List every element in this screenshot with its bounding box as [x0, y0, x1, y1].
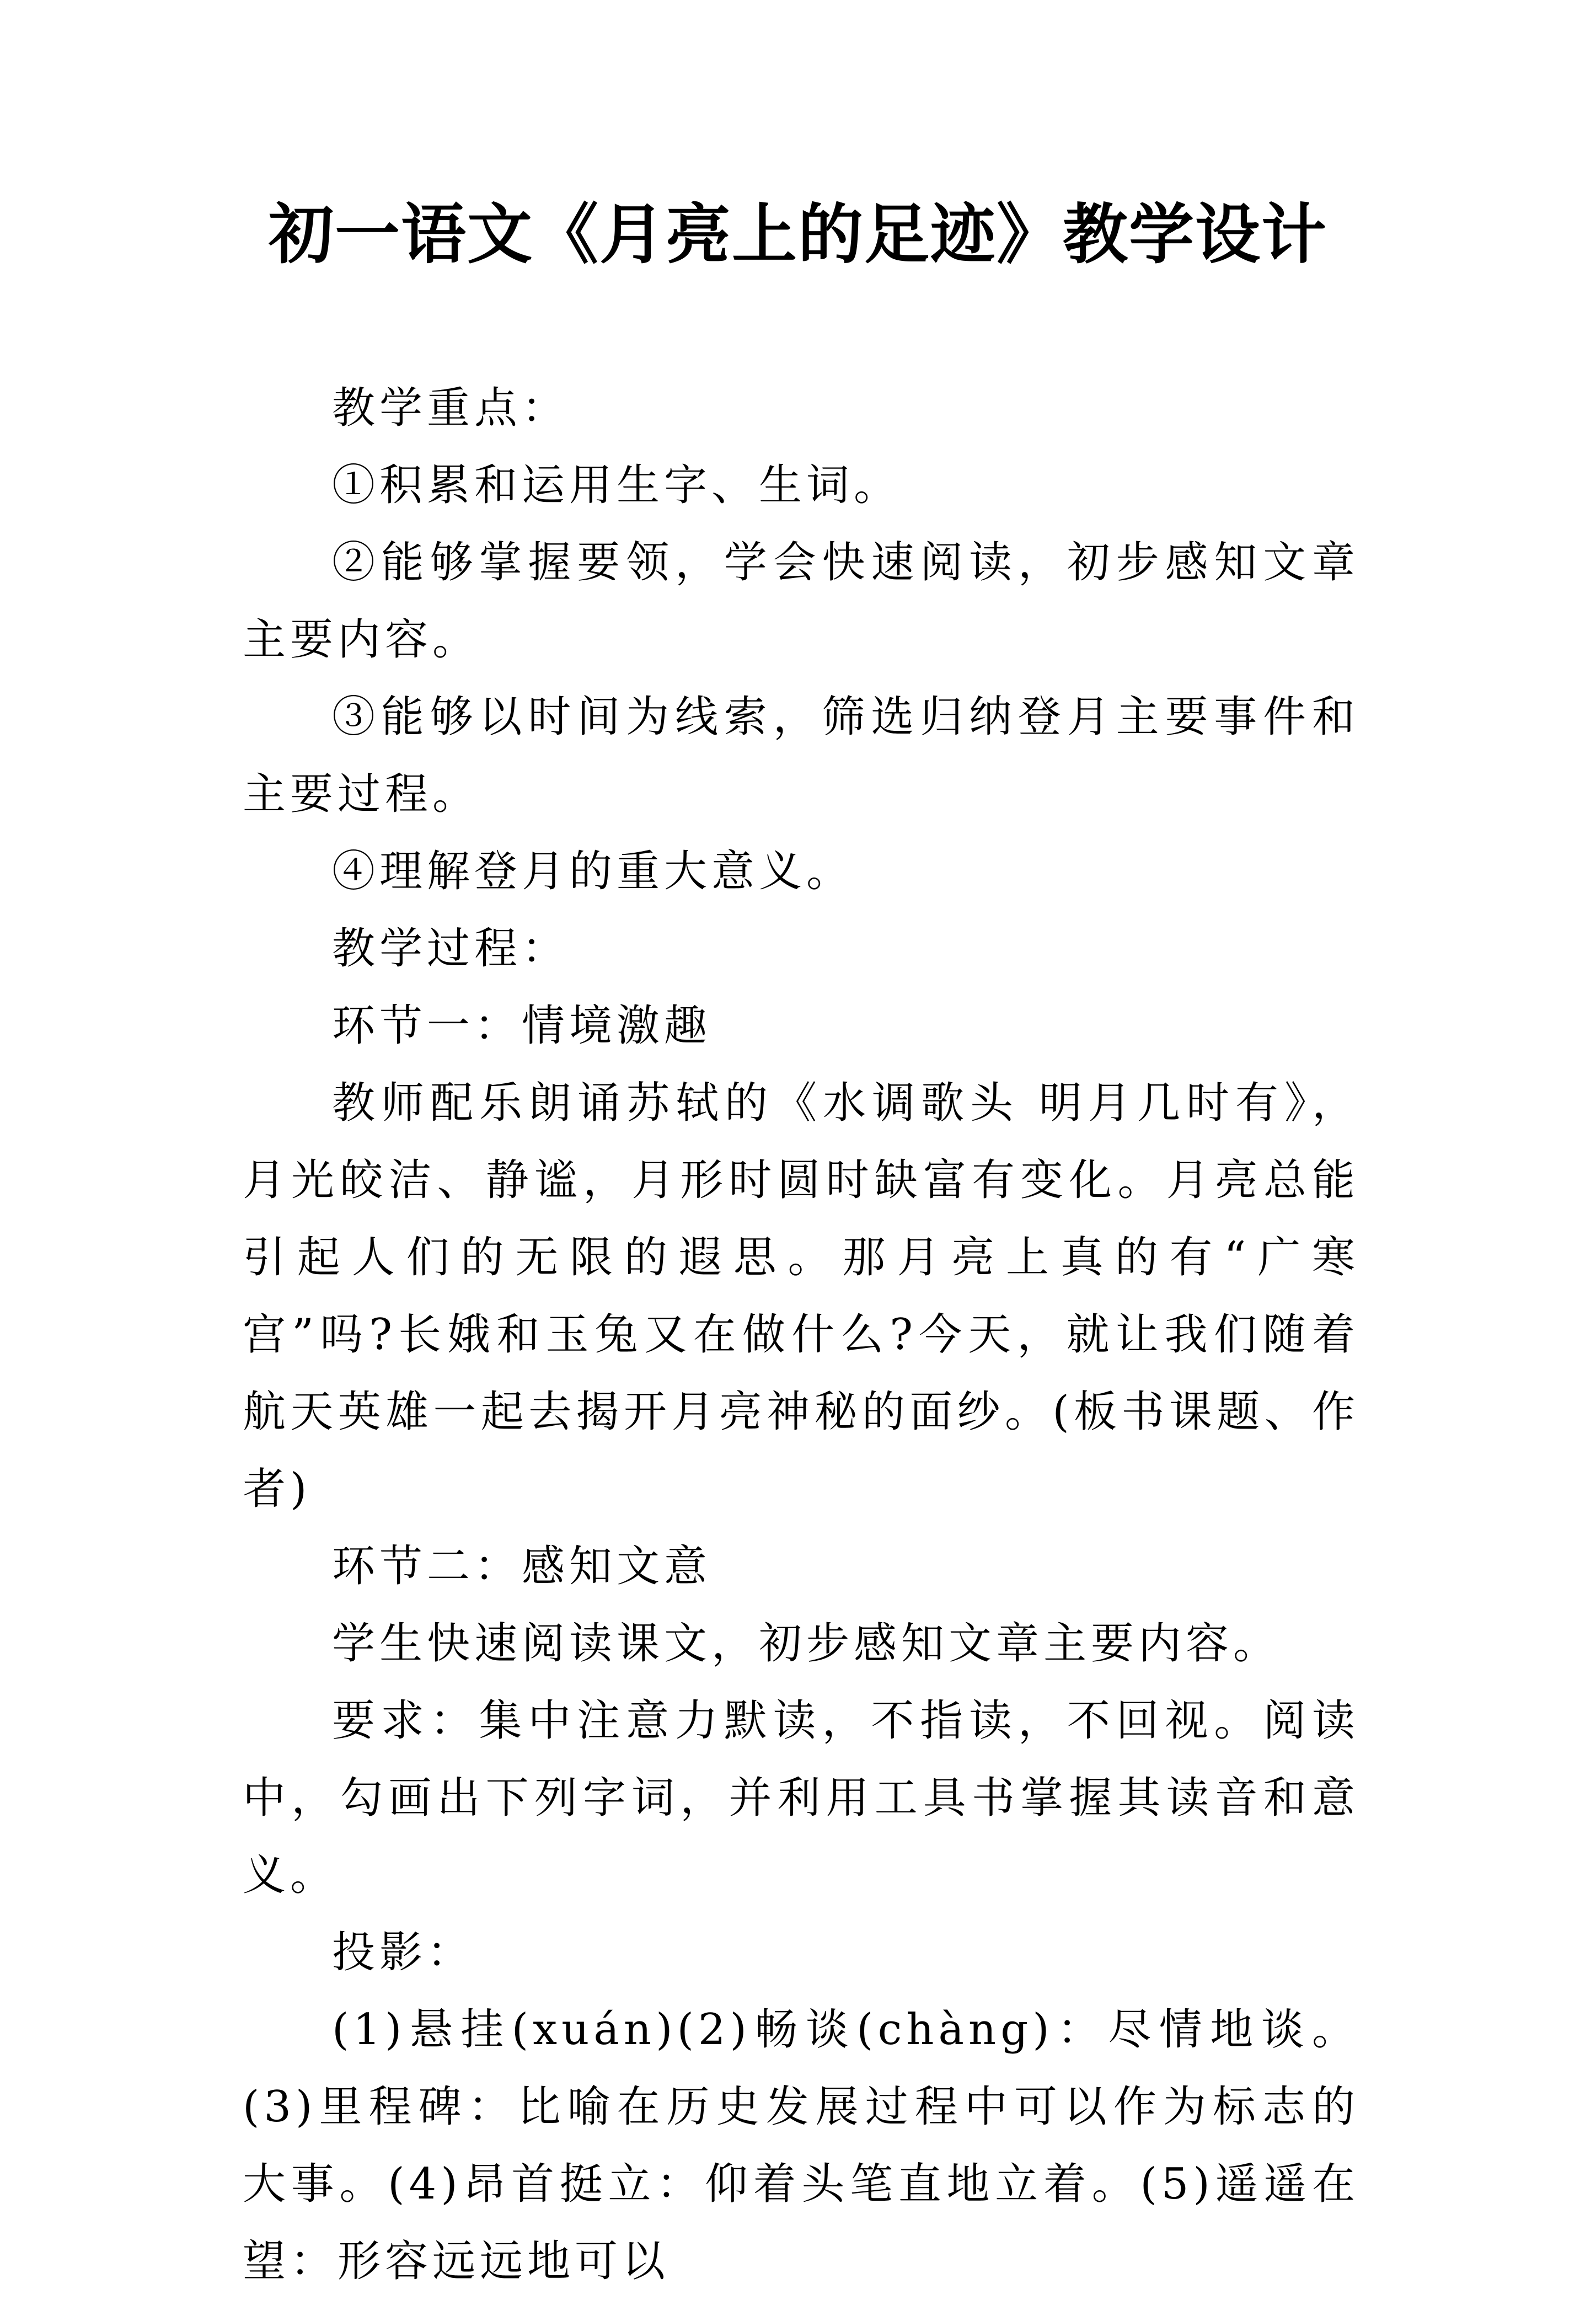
- paragraph-vocabulary-list: (1)悬挂(xuán)(2)畅谈(chàng)：尽情地谈。(3)里程碑：比喻在历史发展过程中可以作为标志的大事。(4)昂首挺立：仰着头笔直地立着。(5)遥遥在望：形容远远地可以: [243, 2005, 1359, 2286]
- paragraph-focus-4: ④理解登月的重大意义。: [332, 847, 854, 896]
- paragraph-teaching-process-heading: 教学过程：: [332, 924, 570, 974]
- document-body: [243, 370, 1359, 2300]
- paragraph-projection-heading: 投影：: [332, 1928, 475, 1977]
- paragraph-focus-3: ③能够以时间为线索，筛选归纳登月主要事件和主要过程。: [243, 692, 1359, 819]
- paragraph-stage-2-body: 学生快速阅读课文，初步感知文章主要内容。: [332, 1619, 1281, 1668]
- paragraph-focus-2: ②能够掌握要领，学会快速阅读，初步感知文章主要内容。: [243, 538, 1359, 665]
- paragraph-requirements: 要求：集中注意力默读，不指读，不回视。阅读中，勾画出下列字词，并利用工具书掌握其读音和意义。: [243, 1696, 1359, 1900]
- paragraph-focus-1: ①积累和运用生字、生词。: [332, 461, 902, 510]
- paragraph-stage-1-body: 教师配乐朗诵苏轼的《水调歌头 明月几时有》，月光皎洁、静谧，月形时圆时缺富有变化。月亮总能引起人们的无限的遐思。那月亮上真的有“广寒宫”吗?长娥和玉兔又在做什么?今天，就让我们随着航天英雄一起去揭开月亮神秘的面纱。(板书课题、作者): [243, 1078, 1359, 1514]
- paragraph-teaching-focus-heading: 教学重点：: [332, 383, 570, 433]
- paragraph-stage-2-heading: 环节二：感知文意: [332, 1542, 712, 1591]
- document-title: 初一语文《月亮上的足迹》教学设计: [268, 196, 1327, 272]
- paragraph-stage-1-heading: 环节一：情境激趣: [332, 1001, 712, 1051]
